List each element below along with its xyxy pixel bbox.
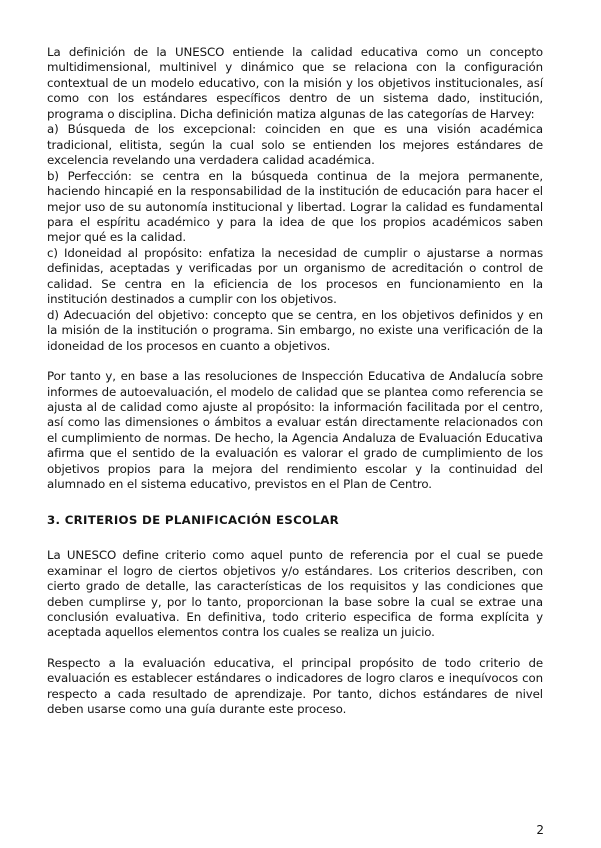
harvey-category-a: a) Búsqueda de los excepcional: coinciden en que es una visión académica tradicional, elitista, según la cual solo se entienden los mejores estándares de excelencia revelando una verdadera calidad académica. [47,122,543,168]
paragraph-spacer [47,354,543,369]
harvey-category-c: c) Idoneidad al propósito: enfatiza la necesidad de cumplir o ajustarse a normas definidas, aceptadas y verificadas por un organismo de acreditación o control de calidad. Se centra en la eficiencia de los procesos en funcionamiento en la institución destinados a cumplir con los objetivos. [47,245,543,307]
andalucia-paragraph: Por tanto y, en base a las resoluciones de Inspección Educativa de Andalucía sobre informes de autoevaluación, el modelo de calidad que se plantea como referencia se ajusta al de calidad como ajuste al propósito: la información facilitada por el centro, así como las dimensiones o ámbitos a evaluar están directamente relacionados con el cumplimiento de normas. De hecho, la Agencia Andaluza de Evaluación Educativa afirma que el sentido de la evaluación es valorar el grado de cumplimiento de los objetivos propios para la mejora del rendimiento escolar y la continuidad del alumnado en el sistema educativo, previstos en el Plan de Centro. [47,369,543,492]
paragraph-spacer [47,528,543,548]
intro-paragraph: La definición de la UNESCO entiende la calidad educativa como un concepto multidimensional, multinivel y dinámico que se relaciona con la configuración contextual de un modelo educativo, con la misión y los objetivos institucionales, así como con los estándares específicos dentro de un sistema dado, institución, programa o disciplina. Dicha definición matiza algunas de las categorías de Harvey: [47,45,543,121]
harvey-category-d: d) Adecuación del objetivo: concepto que se centra, en los objetivos definidos y en la misión de la institución o programa. Sin embargo, no existe una verificación de la idoneidad de los procesos en cuanto a objetivos. [47,307,543,353]
evaluacion-paragraph: Respecto a la evaluación educativa, el principal propósito de todo criterio de evaluación es establecer estándares o indicadores de logro claros e inequívocos con respecto a cada resultado de aprendizaje. Por tanto, dichos estándares de nivel deben usarse como una guía durante este proceso. [47,655,543,717]
document-page [47,45,543,718]
paragraph-spacer [47,641,543,656]
section-heading: 3. CRITERIOS DE PLANIFICACIÓN ESCOLAR [47,512,340,527]
criterio-paragraph: La UNESCO define criterio como aquel punto de referencia por el cual se puede examinar el logro de ciertos objetivos y/o estándares. Los criterios describen, con cierto grado de detalle, las características de los requisitos y las condiciones que deben cumplirse y, por lo tanto, proporcionan la base sobre la cual se extrae una conclusión evaluativa. En definitiva, todo criterio especifica de forma explícita y aceptada aquellos elementos contra los cuales se realiza un juicio. [47,548,543,640]
paragraph-spacer [47,493,543,513]
page-number: 2 [536,823,544,837]
harvey-category-b: b) Perfección: se centra en la búsqueda continua de la mejora permanente, haciendo hincapié en la responsabilidad de la institución de educación para hacer el mejor uso de su autonomía institucional y libertad. Lograr la calidad es fundamental para el espíritu académico y para la idea de que los propios académicos saben mejor qué es la calidad. [47,168,543,245]
